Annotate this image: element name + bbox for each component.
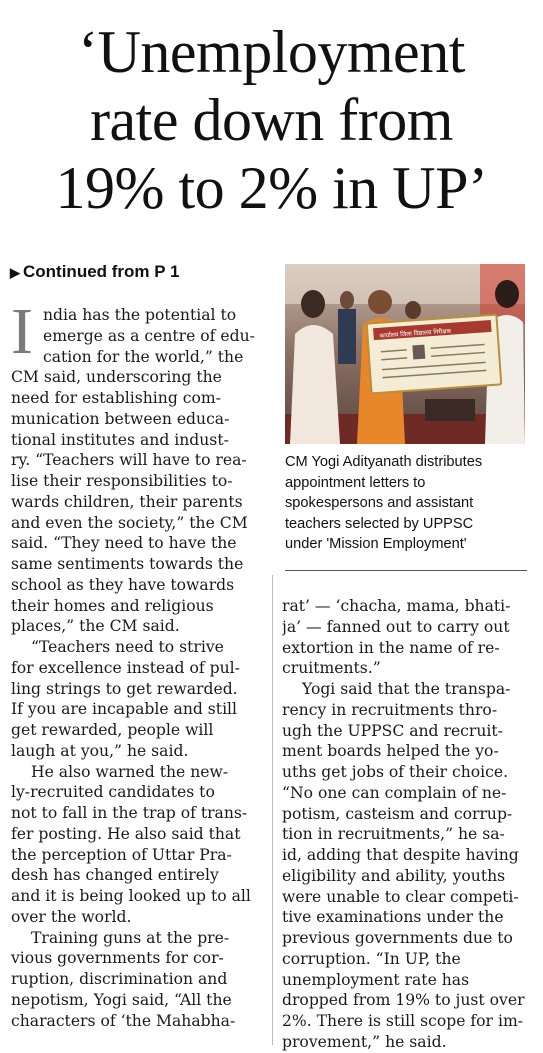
article-line: cation for the world,” the — [43, 347, 244, 366]
article-column-2 — [282, 596, 527, 1053]
article-line: lise their responsibilities to- — [11, 472, 233, 490]
article-line: ndia has the potential to — [43, 306, 237, 324]
article-line: dropped from 19% to just over — [282, 991, 525, 1010]
article-line: wards children, their parents — [11, 492, 243, 511]
article-line: eligibility and ability, youths — [282, 866, 506, 885]
article-line: ugh the UPPSC and recruit- — [282, 721, 503, 740]
article-line: provement,” he said. — [282, 1032, 447, 1051]
article-line: tional institutes and indust- — [11, 430, 229, 449]
article-line: same sentiments towards the — [11, 555, 244, 573]
article-line: school as they have towards — [11, 575, 235, 594]
article-line: munication between educa- — [11, 409, 230, 428]
article-line: and even the society,” the CM — [11, 513, 248, 532]
article-line: CM said, underscoring the — [11, 368, 222, 387]
ceremony-photo-illustration — [285, 264, 525, 444]
article-line: “No one can complain of ne- — [282, 783, 507, 802]
caption-line: appointment letters to — [285, 474, 426, 491]
article-line: fer posting. He also said that — [11, 824, 241, 843]
article-column-1 — [11, 295, 265, 1031]
article-line: for excellence instead of pul- — [11, 658, 240, 677]
headline — [0, 18, 543, 222]
article-line: “Teachers need to strive — [31, 638, 224, 656]
article-line: Training guns at the pre- — [31, 928, 230, 947]
article-line: get rewarded, people will — [11, 721, 214, 739]
article-line: vious governments for cor- — [11, 949, 224, 968]
article-line: tive examinations under the — [282, 908, 504, 927]
article-line: ry. “Teachers will have to rea- — [11, 451, 247, 470]
article-line: characters of ‘the Mahabha- — [11, 1011, 236, 1030]
caption-divider — [285, 570, 527, 571]
continued-text: Continued from P 1 — [23, 262, 180, 281]
caption-line: under 'Mission Employment' — [285, 536, 467, 553]
article-line: corruption. “In UP, the — [282, 949, 461, 968]
article-line: rat’ — ‘chacha, mama, bhati- — [282, 597, 511, 615]
article-line: not to fall in the trap of trans- — [11, 804, 248, 822]
article-line: their homes and religious — [11, 596, 214, 615]
article-line: ly-recruited candidates to — [11, 783, 215, 802]
article-line: desh has changed entirely — [11, 866, 219, 885]
drop-cap: I — [11, 295, 33, 368]
headline-line: 19% to 2% in UP’ — [55, 155, 488, 221]
article-line: were unable to clear competi- — [282, 887, 519, 906]
article-line: uths get jobs of their choice. — [282, 763, 509, 781]
article-line: He also warned the new- — [31, 762, 229, 781]
article-line: said. “They need to have the — [11, 534, 237, 553]
article-line: nepotism, Yogi said, “All the — [11, 990, 232, 1009]
article-line: Yogi said that the transpa- — [302, 680, 511, 698]
article-line: need for establishing com- — [11, 389, 221, 407]
article-line: places,” the CM said. — [11, 617, 180, 636]
caption-line: spokespersons and assistant — [285, 495, 474, 512]
article-line: extortion in the name of re- — [282, 638, 500, 657]
article-line: emerge as a centre of edu- — [43, 326, 255, 345]
article-line: laugh at you,” he said. — [11, 741, 189, 760]
article-line: ling strings to get rewarded. — [11, 679, 238, 698]
headline-line: rate down from — [90, 87, 453, 153]
article-line: If you are incapable and still — [11, 700, 238, 719]
caption-line: teachers selected by UPPSC — [285, 515, 474, 532]
article-line: tion in recruitments,” he sa- — [282, 825, 505, 844]
column-divider — [272, 575, 273, 1045]
news-photo — [285, 264, 525, 444]
headline-line: ‘Unemployment — [78, 19, 465, 85]
article-line: ment boards helped the yo- — [282, 742, 499, 761]
article-line: previous governments due to — [282, 929, 513, 947]
triangle-right-icon: ▶ — [10, 265, 20, 280]
article-line: rency in recruitments thro- — [282, 700, 498, 719]
article-line: unemployment rate has — [282, 970, 470, 989]
article-line: and it is being looked up to all — [11, 887, 251, 905]
article-line: over the world. — [11, 907, 132, 926]
article-line: ruption, discrimination and — [11, 970, 228, 988]
article-line: potism, casteism and corrup- — [282, 804, 513, 823]
article-line: ja’ — fanned out to carry out — [282, 617, 510, 636]
article-line: the perception of Uttar Pra- — [11, 845, 232, 864]
article-line: cruitments.” — [282, 659, 381, 678]
article-line: id, adding that despite having — [282, 846, 519, 864]
photo-caption — [285, 452, 530, 555]
banner-text: कार्यालय जिला विद्यालय निरीक्षक — [379, 327, 452, 340]
continued-from-label — [10, 262, 179, 282]
article-line: 2%. There is still scope for im- — [282, 1012, 524, 1030]
caption-line: CM Yogi Adityanath distributes — [285, 454, 483, 470]
